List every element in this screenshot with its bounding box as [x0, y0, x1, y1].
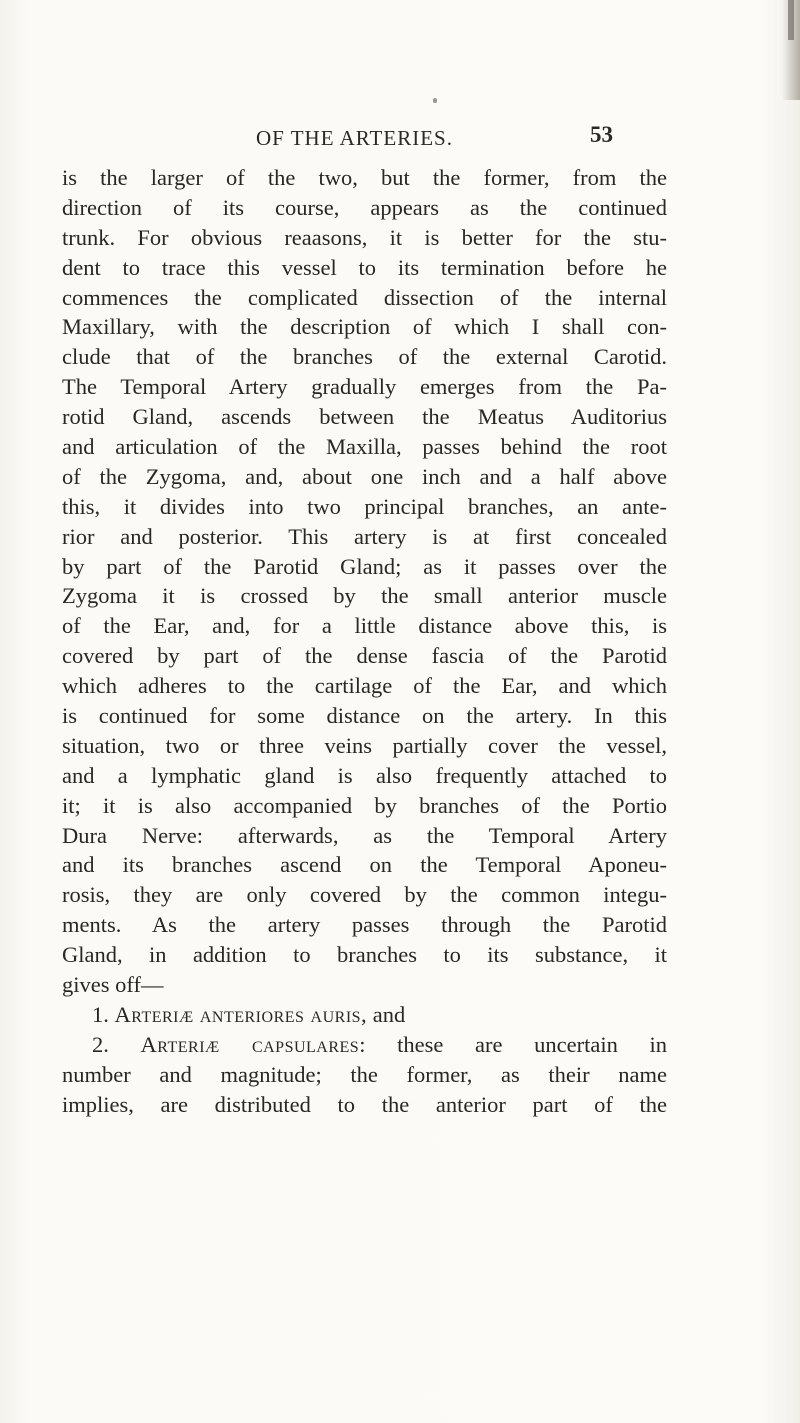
list-item-rest: : these are uncertain in — [359, 1031, 668, 1057]
text-line: rior and posterior. This artery is at first concealed — [62, 523, 667, 549]
text-line: rosis, they are only covered by the common integu- — [62, 882, 667, 908]
text-line: Zygoma it is crossed by the small anterior muscle — [62, 583, 667, 609]
text-line: situation, two or three veins partially cover the vessel, — [62, 732, 667, 758]
list-item — [62, 1000, 667, 1030]
list-item — [62, 1030, 667, 1060]
text-line: The Temporal Artery gradually emerges from the Pa- — [62, 374, 667, 400]
text-line: clude that of the branches of the external Carotid. — [62, 344, 667, 370]
text-line: number and magnitude; the former, as their name — [62, 1061, 667, 1087]
text-line: implies, are distributed to the anterior part of the — [62, 1091, 667, 1117]
text-line: of the Ear, and, for a little distance above this, is — [62, 613, 667, 639]
running-head — [0, 122, 800, 156]
list-item-number: 1. — [92, 1001, 109, 1027]
text-line: and articulation of the Maxilla, passes behind the root — [62, 434, 667, 460]
page-number: 53 — [590, 122, 613, 147]
text-line: this, it divides into two principal branches, an ante- — [62, 493, 667, 519]
list-item-term: Arteriæ capsulares — [140, 1031, 360, 1057]
text-line: and its branches ascend on the Temporal Aponeu- — [62, 852, 667, 878]
text-line: which adheres to the cartilage of the Ear, and which — [62, 673, 667, 699]
page-edge-mark — [788, 0, 794, 40]
text-line: ments. As the artery passes through the Parotid — [62, 912, 667, 938]
list-item-number: 2. — [92, 1031, 109, 1057]
ink-speck — [433, 98, 437, 103]
list-item-rest: and — [367, 1001, 406, 1027]
text-line: is continued for some distance on the artery. In this — [62, 703, 667, 729]
text-line: trunk. For obvious reaasons, it is better for the stu- — [62, 224, 667, 250]
body-text — [62, 163, 667, 1403]
list-item-term: Arteriæ anteriores auris, — [114, 1001, 368, 1027]
text-line: Maxillary, with the description of which I shall con- — [62, 314, 667, 340]
text-line: direction of its course, appears as the continued — [62, 194, 667, 220]
text-line: rotid Gland, ascends between the Meatus Auditorius — [62, 404, 667, 430]
text-line: dent to trace this vessel to its termination before he — [62, 254, 667, 280]
text-line: is the larger of the two, but the former, from the — [62, 165, 667, 190]
text-line: gives off— — [62, 972, 164, 998]
text-line: covered by part of the dense fascia of the Parotid — [62, 643, 667, 669]
running-head-title: OF THE ARTERIES. — [256, 126, 453, 150]
text-line: it; it is also accompanied by branches of the Portio — [62, 792, 667, 818]
text-line: Dura Nerve: afterwards, as the Temporal Artery — [62, 822, 667, 848]
text-line: Gland, in addition to branches to its substance, it — [62, 942, 667, 968]
text-line: and a lymphatic gland is also frequently attached to — [62, 762, 667, 788]
text-line: commences the complicated dissection of the internal — [62, 284, 667, 310]
text-line: of the Zygoma, and, about one inch and a half above — [62, 463, 667, 489]
text-line: by part of the Parotid Gland; as it passes over the — [62, 553, 667, 579]
